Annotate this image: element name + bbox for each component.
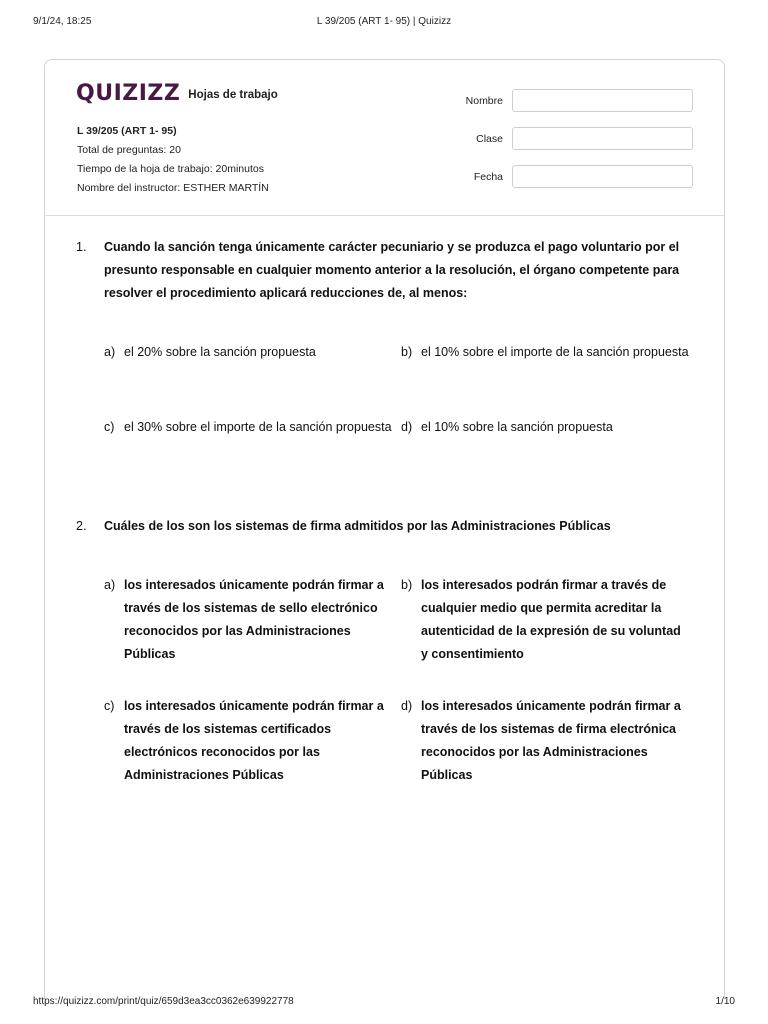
option-letter: a) <box>104 578 116 592</box>
total-questions: Total de preguntas: 20 <box>77 144 181 156</box>
worksheet-time: Tiempo de la hoja de trabajo: 20minutos <box>77 163 264 175</box>
worksheet-subtitle: Hojas de trabajo <box>188 88 278 101</box>
option-1a[interactable] <box>104 341 394 364</box>
option-letter: c) <box>104 420 115 434</box>
print-url: https://quizizz.com/print/quiz/659d3ea3cc0362e639922778 <box>33 996 294 1007</box>
option-text: el 10% sobre el importe de la sanción propuesta <box>421 345 689 359</box>
class-field-row <box>445 126 693 151</box>
question-number: 2. <box>76 519 87 533</box>
option-letter: d) <box>401 420 413 434</box>
print-page-title: L 39/205 (ART 1- 95) | Quizizz <box>316 16 452 27</box>
option-text: los interesados podrán firmar a través de cualquier medio que permita acreditar la autenticidad de la expresión de su voluntad y consentimiento <box>421 578 681 661</box>
date-input[interactable] <box>512 165 693 188</box>
option-2c[interactable] <box>104 695 394 787</box>
question-number: 1. <box>76 240 87 254</box>
option-letter: b) <box>401 345 413 359</box>
option-2a[interactable] <box>104 574 394 666</box>
option-text: los interesados únicamente podrán firmar a través de los sistemas certificados electrónicos reconocidos por las Administraciones Públicas <box>124 699 384 782</box>
option-2b[interactable] <box>401 574 691 666</box>
worksheet-header <box>45 60 724 216</box>
option-text: los interesados únicamente podrán firmar a través de los sistemas de sello electrónico reconocidos por las Administraciones Públicas <box>124 578 384 661</box>
option-letter: c) <box>104 699 115 713</box>
logo-wordmark: QUIZIZZ <box>76 81 181 106</box>
quizizz-logo <box>76 81 278 106</box>
question-stem <box>76 236 696 305</box>
date-label: Fecha <box>473 170 503 183</box>
question-stem <box>76 515 696 538</box>
option-text: el 30% sobre el importe de la sanción propuesta <box>124 420 392 434</box>
print-datetime: 9/1/24, 18:25 <box>33 16 92 27</box>
option-text: los interesados únicamente podrán firmar a través de los sistemas de firma electrónica reconocidos por las Administraciones Públicas <box>421 699 681 782</box>
option-letter: d) <box>401 699 413 713</box>
print-header <box>0 16 768 30</box>
option-1d[interactable] <box>401 416 691 439</box>
option-letter: b) <box>401 578 413 592</box>
option-1c[interactable] <box>104 416 394 439</box>
name-label: Nombre <box>465 94 503 107</box>
name-field-row <box>445 88 693 113</box>
class-input[interactable] <box>512 127 693 150</box>
question-text: Cuando la sanción tenga únicamente carácter pecuniario y se produzca el pago voluntario por el presunto responsable en cualquier momento anterior a la resolución, el órgano competente para resolver el procedimiento aplicará reducciones de, al menos: <box>104 240 680 300</box>
student-fields <box>445 88 693 202</box>
page-number: 1/10 <box>715 996 735 1007</box>
option-letter: a) <box>104 345 116 359</box>
print-footer <box>0 996 768 1010</box>
instructor-name: Nombre del instructor: ESTHER MARTÍN <box>77 182 269 194</box>
quiz-title: L 39/205 (ART 1- 95) <box>77 125 177 137</box>
option-2d[interactable] <box>401 695 691 787</box>
date-field-row <box>445 164 693 189</box>
question-2 <box>76 515 696 538</box>
option-text: el 10% sobre la sanción propuesta <box>421 420 613 434</box>
question-1 <box>76 236 696 305</box>
option-text: el 20% sobre la sanción propuesta <box>124 345 316 359</box>
name-input[interactable] <box>512 89 693 112</box>
quiz-meta <box>77 122 269 198</box>
option-1b[interactable] <box>401 341 691 364</box>
question-text: Cuáles de los son los sistemas de firma admitidos por las Administraciones Públicas <box>104 519 611 533</box>
worksheet <box>44 59 725 999</box>
class-label: Clase <box>476 132 503 145</box>
